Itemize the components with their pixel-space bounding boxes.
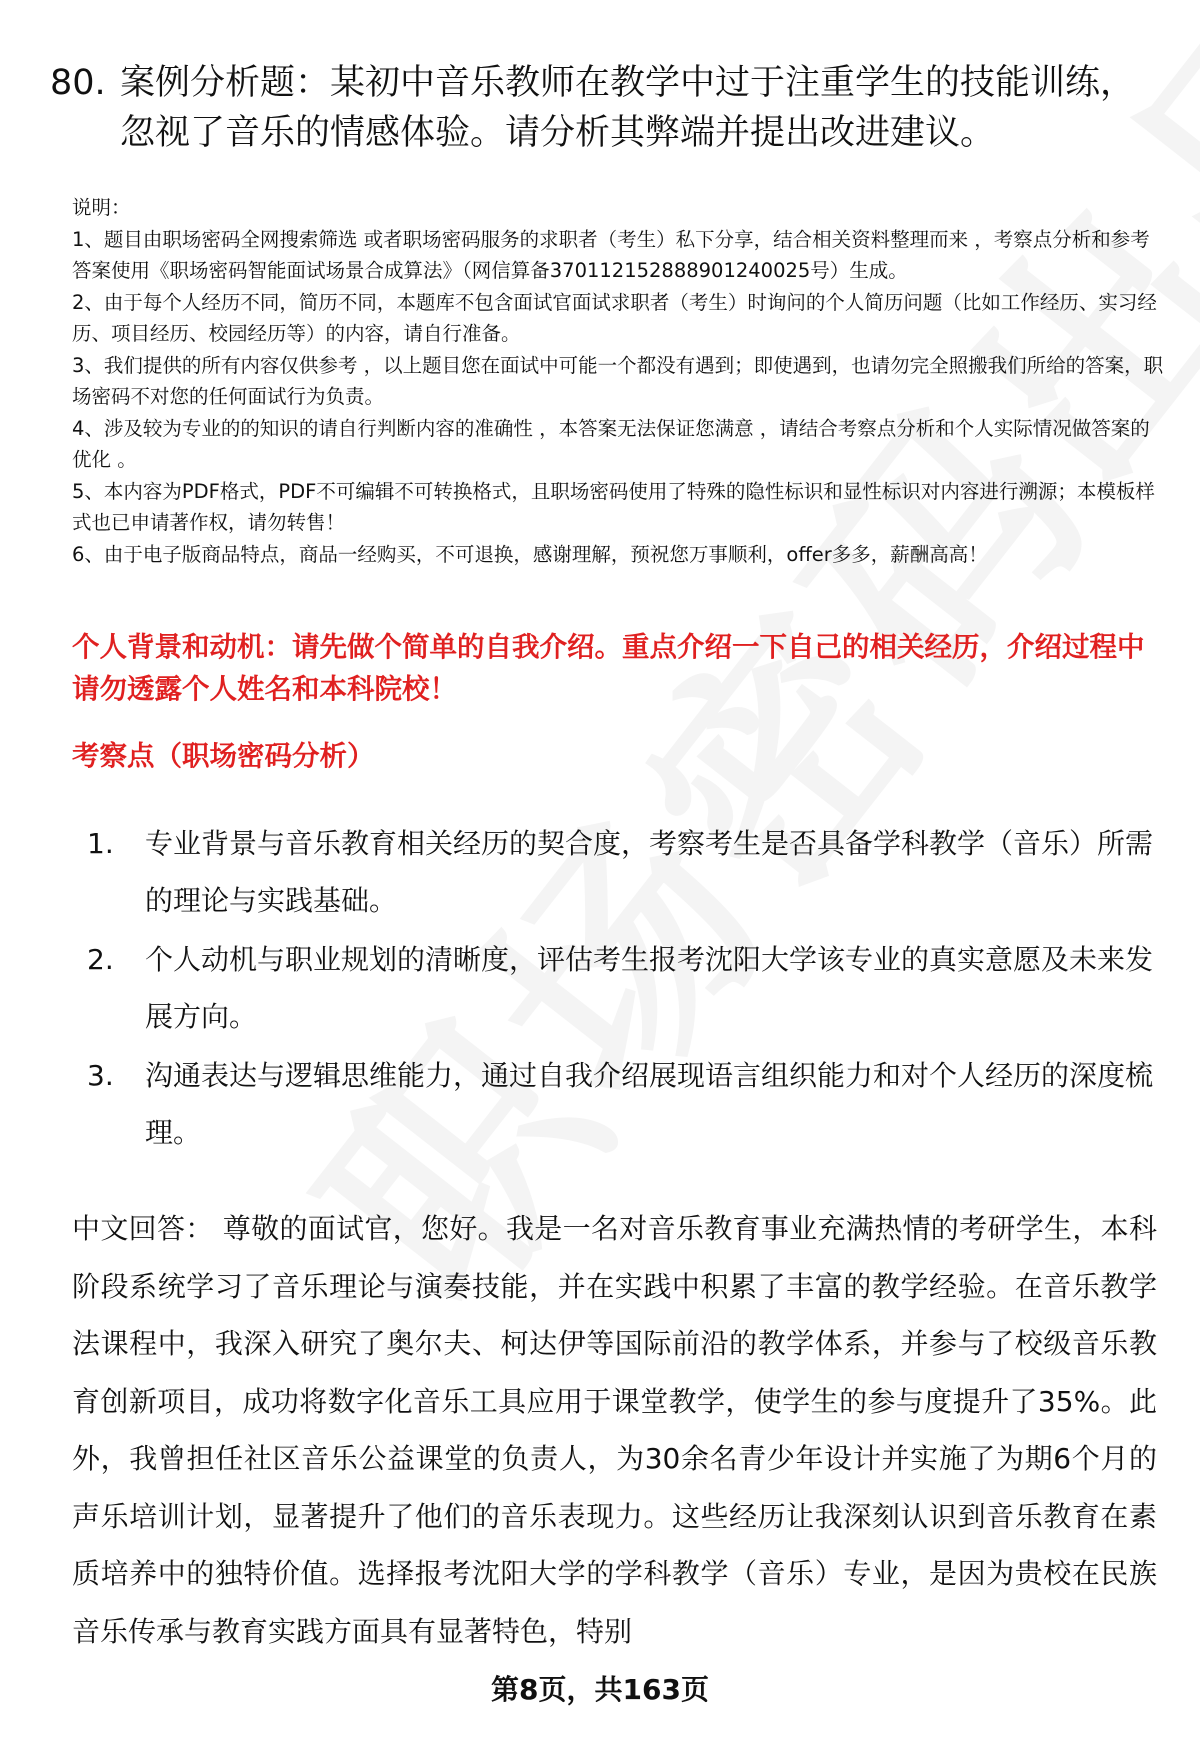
point-number: 1.: [87, 827, 114, 860]
list-item: [72, 931, 1172, 1045]
answer-text: 尊敬的面试官，您好。我是一名对音乐教育事业充满热情的考研学生，本科阶段系统学习了音乐理论与演奏技能，并在实践中积累了丰富的教学经验。在音乐教学法课程中，我深入研究了奥尔夫、柯达伊等国际前沿的教学体系，并参与了校级音乐教育创新项目，成功将数字化音乐工具应用于课堂教学，使学生的参与度提升了35%。此外，我曾担任社区音乐公益课堂的负责人，为30余名青少年设计并实施了为期6个月的声乐培训计划，显著提升了他们的音乐表现力。这些经历让我深刻认识到音乐教育在素质培养中的独特价值。选择报考沈阳大学的学科教学（音乐）专业，是因为贵校在民族音乐传承与教育实践方面具有显著特色，特别: [72, 1212, 1157, 1648]
question-number: 80.: [50, 63, 106, 103]
points-list: [72, 815, 1172, 1163]
question: [50, 58, 1150, 158]
point-number: 2.: [87, 943, 114, 976]
note-item: 4、涉及较为专业的的知识的请自行判断内容的准确性 ，本答案无法保证您满意 ，请结合考察点分析和个人实际情况做答案的优化 。: [72, 416, 1150, 471]
question-text: 案例分析题：某初中音乐教师在教学中过于注重学生的技能训练，忽视了音乐的情感体验。请分析其弊端并提出改进建议。: [120, 63, 1136, 153]
points-heading: 考察点（职场密码分析）: [72, 740, 375, 772]
answer-label: 中文回答：: [72, 1212, 214, 1245]
point-number: 3.: [87, 1059, 114, 1092]
list-item: [72, 815, 1172, 929]
answer-paragraph: [72, 1200, 1157, 1660]
list-item: [72, 1047, 1172, 1161]
point-text: 个人动机与职业规划的清晰度，评估考生报考沈阳大学该专业的真实意愿及未来发展方向。: [145, 943, 1154, 1033]
note-item: 2、由于每个人经历不同，简历不同，本题库不包含面试官面试求职者（考生）时询问的个人简历问题（比如工作经历、实习经历、项目经历、校园经历等）的内容，请自行准备。: [72, 290, 1157, 345]
notes-section: [72, 192, 1167, 570]
note-item: 1、题目由职场密码全网搜索筛选 或者职场密码服务的求职者（考生）私下分享，结合相关资料整理而来 ，考察点分析和参考答案使用《职场密码智能面试场景合成算法》（网信算备370112152888901240025号）生成。: [72, 227, 1150, 282]
background-heading: 个人背景和动机：请先做个简单的自我介绍。重点介绍一下自己的相关经历，介绍过程中请勿透露个人姓名和本科院校！: [72, 631, 1145, 705]
point-text: 沟通表达与逻辑思维能力，通过自我介绍展现语言组织能力和对个人经历的深度梳理。: [145, 1059, 1154, 1149]
point-text: 专业背景与音乐教育相关经历的契合度，考察考生是否具备学科教学（音乐）所需的理论与实践基础。: [145, 827, 1154, 917]
note-item: 3、我们提供的所有内容仅供参考 ，以上题目您在面试中可能一个都没有遇到；即使遇到，也请勿完全照搬我们所给的答案，职场密码不对您的任何面试行为负责。: [72, 353, 1164, 408]
page-number: 第8页，共163页: [491, 1673, 709, 1706]
note-item: 6、由于电子版商品特点，商品一经购买，不可退换，感谢理解，预祝您万事顺利，offer多多，薪酬高高！: [72, 542, 988, 566]
notes-heading: 说明：: [72, 196, 131, 219]
note-item: 5、本内容为PDF格式，PDF不可编辑不可转换格式，且职场密码使用了特殊的隐性标识和显性标识对内容进行溯源；本模板样式也已申请著作权，请勿转售！: [72, 479, 1155, 534]
